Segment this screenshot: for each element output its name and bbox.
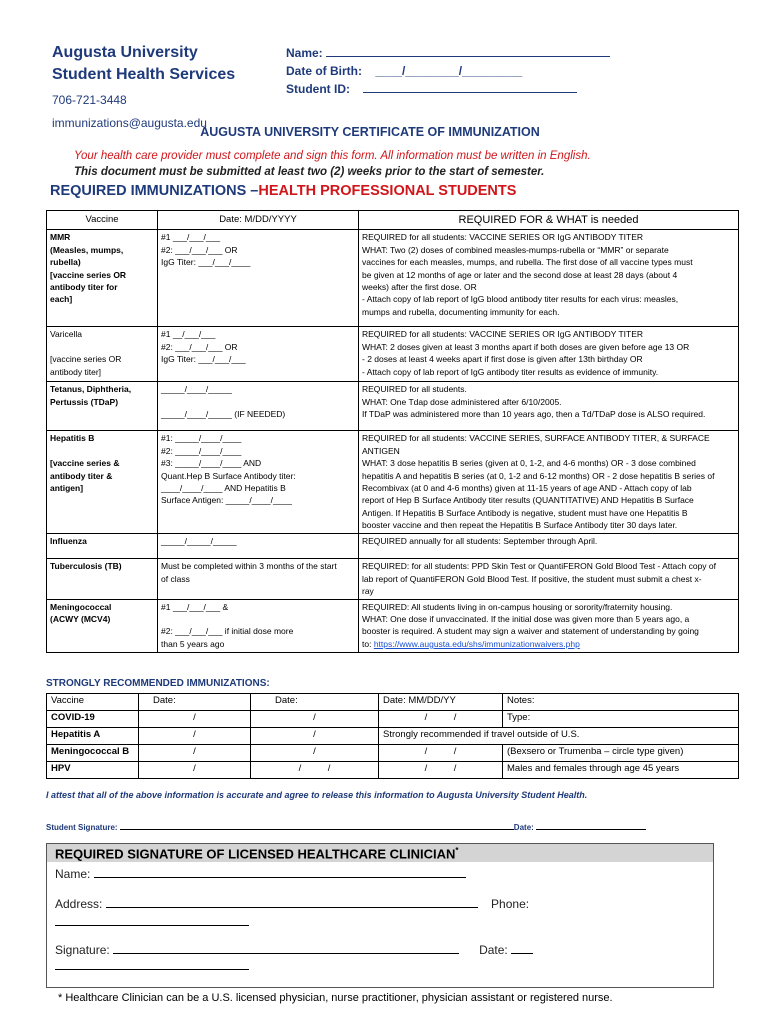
cell-line: REQUIRED for all students.: [362, 384, 467, 395]
date-cell[interactable]: [158, 382, 359, 431]
clinician-title-mark: *: [455, 846, 459, 855]
rec-date[interactable]: /: [251, 711, 379, 728]
cell-line: ray: [362, 586, 374, 597]
clinician-extra-field[interactable]: [55, 958, 249, 970]
vaccine-cell: [47, 431, 158, 534]
date-cell: [158, 559, 359, 599]
rec-vaccine: Meningococcal B: [47, 745, 139, 762]
cell-line: mumps and rubella, documenting immunity for each.: [362, 306, 560, 317]
rec-notes: (Bexsero or Trumenba – circle type given): [503, 745, 739, 762]
clinician-signature-row: [55, 942, 533, 957]
table-row: [47, 382, 739, 431]
required-heading-red: HEALTH PROFESSIONAL STUDENTS: [258, 183, 517, 199]
requirement-cell: [359, 431, 739, 534]
rec-notes: Males and females through age 45 years: [503, 762, 739, 779]
cell-line: than 5 years ago: [161, 638, 225, 649]
student-date-label: Date:: [513, 823, 534, 832]
cell-line: #2: ___/___/___ if initial dose more: [161, 626, 294, 637]
student-signature-row: [46, 820, 646, 832]
vaccine-cell: [47, 382, 158, 431]
cell-line: antibody titer for: [50, 282, 118, 293]
date-cell[interactable]: [158, 230, 359, 327]
org-block: [52, 42, 235, 132]
cell-line: MMR: [50, 232, 71, 243]
name-field[interactable]: [326, 45, 610, 57]
rec-col-date1: Date:: [139, 694, 251, 711]
col-date: Date: M/DD/YYYY: [158, 211, 359, 230]
rec-col-date3: Date: MM/DD/YY: [379, 694, 503, 711]
cell-line: Meningococcal: [50, 601, 112, 612]
cell-line: #1 ___/___/___: [161, 232, 221, 243]
clinician-name-label: Name:: [55, 867, 91, 881]
table-row: [47, 327, 739, 382]
rec-notes: Strongly recommended if travel outside of U.S.: [379, 728, 739, 745]
required-heading: [50, 183, 516, 199]
cell-line: WHAT: One dose if unvaccinated. If the initial dose was given more than 5 years ago, a: [362, 614, 690, 625]
rec-vaccine: COVID-19: [47, 711, 139, 728]
requirement-cell: [359, 599, 739, 652]
cell-line: [vaccine series OR: [50, 354, 122, 365]
table-row: [47, 599, 739, 652]
cell-line: IgG Titer: ___/___/___: [161, 354, 246, 365]
cell-line: (Measles, mumps,: [50, 244, 124, 255]
requirement-cell: [359, 327, 739, 382]
cell-line: antibody titer]: [50, 366, 102, 377]
student-date-field[interactable]: [536, 820, 646, 830]
clinician-name-row: [55, 866, 466, 881]
cell-line: [161, 613, 355, 625]
vaccine-cell: [47, 327, 158, 382]
cell-line: REQUIRED: All students living in on-campus housing or sorority/fraternity housing.: [362, 601, 673, 612]
cell-line: Quant.Hep B Surface Antibody titer:: [161, 470, 296, 481]
cell-line: IgG Titer: ___/___/____: [161, 257, 251, 268]
cell-line: REQUIRED for all students: VACCINE SERIES OR IgG ANTIBODY TITER: [362, 329, 644, 340]
rec-col-date2: Date:: [251, 694, 379, 711]
cell-line: #2: ___/___/___ OR: [161, 244, 238, 255]
clinician-address-field[interactable]: [106, 896, 478, 908]
clinician-name-field[interactable]: [94, 866, 466, 878]
waiver-link[interactable]: https://www.augusta.edu/shs/immunizationwaivers.php: [373, 638, 580, 649]
cell-line: antibody titer &: [50, 470, 113, 481]
cell-line: WHAT: 2 doses given at least 3 months apart if both doses are given before age 13 OR: [362, 341, 690, 352]
table-row: [47, 230, 739, 327]
dob-field[interactable]: ____/________/_________: [375, 64, 523, 78]
recommended-header-row: [47, 694, 739, 711]
clinician-date-label: Date:: [479, 943, 508, 957]
cell-line: ____/____/____ AND Hepatitis B: [161, 483, 286, 494]
cell-line: REQUIRED: for all students: PPD Skin Test or QuantiFERON Gold Blood Test - Attach copy of: [362, 561, 716, 572]
footnote: * Healthcare Clinician can be a U.S. licensed physician, nurse practitioner, physician assistant or registered nurse.: [58, 992, 613, 1004]
cell-line: each]: [50, 294, 73, 305]
cell-line: ANTIGEN: [362, 445, 400, 456]
cell-line: Pertussis (TDaP): [50, 396, 119, 407]
dob-label: Date of Birth:: [286, 64, 362, 78]
table-row: [47, 431, 739, 534]
student-signature-field[interactable]: [120, 820, 514, 830]
table-row: [47, 534, 739, 559]
requirement-cell: [359, 230, 739, 327]
cell-line: be given at 12 months of age or later and the second dose at least 28 days (about 4: [362, 269, 678, 280]
cell-line: - 2 doses at least 4 weeks apart if first dose is given after 13th birthday OR: [362, 354, 643, 365]
vaccine-cell: [47, 230, 158, 327]
clinician-phone-field[interactable]: [55, 914, 249, 926]
rec-vaccine: HPV: [47, 762, 139, 779]
clinician-date-field[interactable]: [511, 942, 533, 954]
clinician-address-row: [55, 896, 529, 911]
table-row: [47, 559, 739, 599]
cell-line: [50, 445, 154, 457]
clinician-title-text: REQUIRED SIGNATURE OF LICENSED HEALTHCARE CLINICIAN: [55, 846, 456, 862]
student-info: [286, 44, 610, 98]
clinician-address-label: Address:: [55, 897, 103, 911]
org-department: Student Health Services: [52, 66, 236, 83]
attestation: I attest that all of the above information is accurate and agree to release this information to Augusta University Student Health.: [46, 790, 588, 800]
rec-date[interactable]: /: [139, 728, 251, 745]
date-cell[interactable]: [158, 431, 359, 534]
requirement-cell: [359, 559, 739, 599]
cell-line: #1: _____/____/____: [161, 433, 242, 444]
date-cell[interactable]: _____/_____/_____: [158, 534, 359, 559]
cell-line: WHAT: Two (2) doses of combined measles-mumps-rubella or “MMR” or separate: [362, 244, 669, 255]
cell-line: Hepatitis B: [50, 433, 95, 444]
cell-line: #2: _____/____/____: [161, 445, 242, 456]
vaccine-cell: [47, 599, 158, 652]
rec-vaccine: Hepatitis A: [47, 728, 139, 745]
cell-line: [vaccine series OR: [50, 269, 127, 280]
clinician-phone-label: Phone:: [491, 897, 530, 911]
rec-date[interactable]: /: [139, 745, 251, 762]
cell-line: - Attach copy of lab report of IgG blood antibody titer results for each virus: measles,: [362, 294, 679, 305]
cell-line: Varicella: [50, 329, 82, 340]
cell-line: to:: [362, 638, 374, 649]
cell-line: booster vaccine and then repeat the Hepatitis B Surface Antibody titer 30 days later.: [362, 520, 678, 531]
vaccine-cell: Tuberculosis (TB): [47, 559, 158, 599]
cell-line: of class: [161, 573, 190, 584]
date-cell[interactable]: [158, 327, 359, 382]
cell-line: rubella): [50, 257, 81, 268]
org-phone: 706-721-3448: [52, 93, 127, 107]
clinician-signature-field[interactable]: [113, 942, 459, 954]
student-signature-label: Student Signature:: [46, 823, 118, 832]
clinician-phone-row: [55, 914, 249, 929]
cell-line: weeks) after the first dose. OR: [362, 282, 477, 293]
rec-date[interactable]: / /: [379, 762, 503, 779]
cell-line: vaccines for each measles, mumps, and rubella. The first dose of all vaccine types must: [362, 257, 693, 268]
rec-date[interactable]: / /: [251, 762, 379, 779]
cell-line: [161, 396, 355, 408]
table-row: [47, 762, 739, 779]
cell-line: Tetanus, Diphtheria,: [50, 384, 132, 395]
date-cell[interactable]: [158, 599, 359, 652]
cell-line: #1 __/___/___: [161, 329, 216, 340]
cell-line: booster is required. A student may sign a waiver and statement of understanding by going: [362, 626, 699, 637]
student-id-field[interactable]: [363, 81, 577, 93]
cell-line: _____/____/_____ (IF NEEDED): [161, 409, 286, 420]
cell-line: [vaccine series &: [50, 458, 120, 469]
cell-line: If TDaP was administered more than 10 years ago, then a Td/TDaP dose is ALSO required.: [362, 409, 706, 420]
rec-notes[interactable]: Type:: [503, 711, 739, 728]
cell-line: lab report of QuantiFERON Gold Blood Test. If positive, the student must submit a chest x-: [362, 573, 702, 584]
cell-line: Surface Antigen: _____/____/____: [161, 495, 292, 506]
page-title: AUGUSTA UNIVERSITY CERTIFICATE OF IMMUNIZATION: [200, 125, 540, 139]
required-immunizations-table: [46, 210, 739, 653]
cell-line: (ACWY (MCV4): [50, 614, 111, 625]
instruction-red: Your health care provider must complete and sign this form. All information must be written in English.: [74, 150, 591, 162]
rec-date[interactable]: /: [139, 711, 251, 728]
clinician-extra-row: [55, 958, 249, 973]
rec-date[interactable]: / /: [379, 711, 503, 728]
rec-date[interactable]: /: [251, 745, 379, 762]
recommended-table: [46, 693, 739, 779]
cell-line: WHAT: One Tdap dose administered after 6/10/2005.: [362, 396, 562, 407]
table-row: [47, 728, 739, 745]
cell-line: Recombivax (at 0 and 4-6 months) given at 11-15 years of age AND - Attach copy of lab: [362, 483, 692, 494]
instruction-deadline: This document must be submitted at least two (2) weeks prior to the start of semester.: [74, 166, 545, 178]
cell-line: #3: _____/____/____ AND: [161, 458, 262, 469]
cell-line: #2: ___/___/___ OR: [161, 341, 238, 352]
cell-line: antigen]: [50, 483, 84, 494]
cell-line: Must be completed within 3 months of the start: [161, 561, 337, 572]
rec-date[interactable]: / /: [379, 745, 503, 762]
table-row: [47, 745, 739, 762]
clinician-title: [47, 844, 713, 862]
required-heading-text: REQUIRED IMMUNIZATIONS –: [50, 183, 259, 199]
vaccine-cell: Influenza: [47, 534, 158, 559]
clinician-box: [46, 843, 714, 988]
col-vaccine: Vaccine: [47, 211, 158, 230]
rec-date[interactable]: /: [251, 728, 379, 745]
rec-col-notes: Notes:: [503, 694, 739, 711]
cell-line: - Attach copy of lab report of IgG antibody titer results as evidence of immunity.: [362, 366, 659, 377]
col-required: REQUIRED FOR & WHAT is needed: [359, 211, 739, 230]
cell-line: WHAT: 3 dose hepatitis B series (given at 0, 1-2, and 4-6 months) OR - 3 dose combined: [362, 458, 696, 469]
clinician-signature-label: Signature:: [55, 943, 110, 957]
requirement-cell: [359, 382, 739, 431]
name-label: Name:: [286, 46, 323, 60]
cell-line: #1 ___/___/___ &: [161, 601, 229, 612]
cell-line: report of Hep B Surface Antibody titer results (QUANTITATIVE) AND Hepatitis B Surface: [362, 495, 694, 506]
cell-line: Antigen. If Hepatitis B Surface Antibody is negative, student must have one Hepatitis B: [362, 507, 688, 518]
rec-col-vaccine: Vaccine: [47, 694, 139, 711]
student-id-label: Student ID:: [286, 82, 350, 96]
org-name: Augusta University: [52, 44, 198, 61]
requirement-cell: REQUIRED annually for all students: September through April.: [359, 534, 739, 559]
cell-line: REQUIRED for all students: VACCINE SERIES OR IgG ANTIBODY TITER: [362, 232, 644, 243]
cell-line: [50, 341, 154, 353]
table-row: [47, 711, 739, 728]
cell-line: hepatitis A and hepatitis B series (at 0, 1-2 and 6-12 months) OR - 2 dose hepatitis B series of: [362, 470, 715, 481]
rec-date[interactable]: /: [139, 762, 251, 779]
org-email: immunizations@augusta.edu: [52, 116, 207, 130]
cell-line: REQUIRED for all students: VACCINE SERIES, SURFACE ANTIBODY TITER, & SURFACE: [362, 433, 710, 444]
cell-line: _____/____/_____: [161, 384, 232, 395]
recommended-heading: STRONGLY RECOMMENDED IMMUNIZATIONS:: [46, 678, 270, 689]
